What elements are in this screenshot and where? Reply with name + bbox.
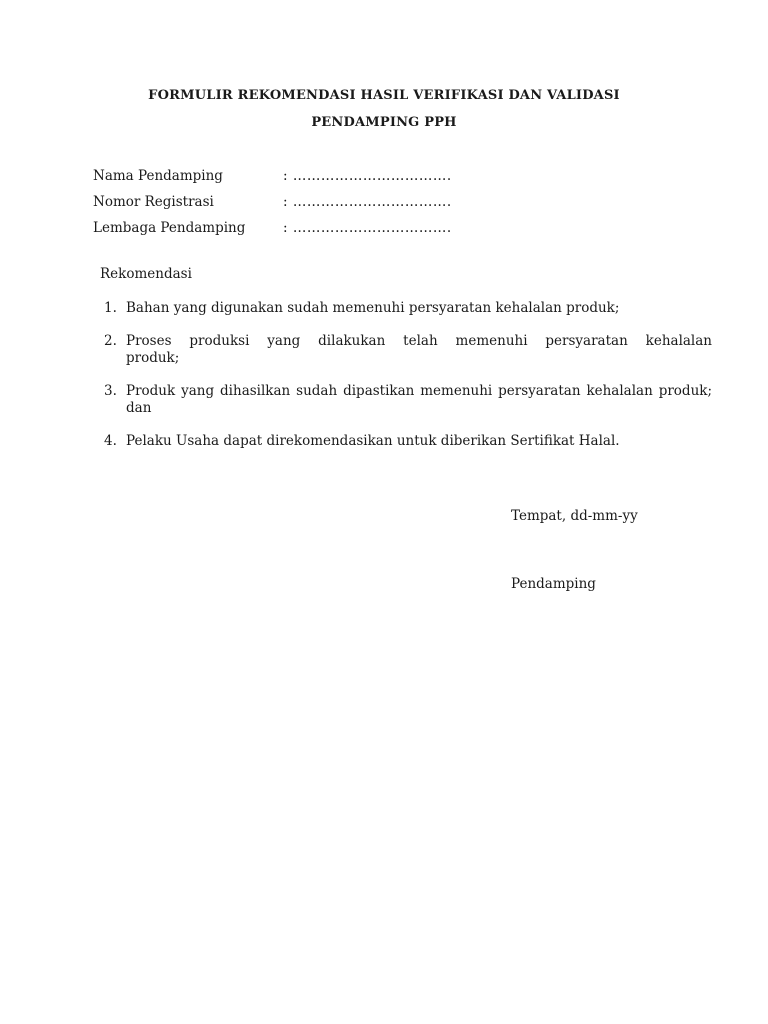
list-item-number: 3. xyxy=(104,383,117,399)
field-label: Nomor Registrasi xyxy=(93,194,214,210)
identity-fields xyxy=(93,163,693,241)
place-date-line: Tempat, dd-mm-yy xyxy=(511,508,638,524)
document-title-line-1: FORMULIR REKOMENDASI HASIL VERIFIKASI DAN VALIDASI xyxy=(148,88,620,103)
list-item xyxy=(104,300,712,317)
list-item-number: 1. xyxy=(104,300,117,316)
list-item-number: 4. xyxy=(104,433,117,449)
recommendation-list xyxy=(104,300,712,466)
list-item-text: Proses produksi yang dilakukan telah memenuhi persyaratan kehalalan produk; xyxy=(126,333,712,366)
document-title-line-2: PENDAMPING PPH xyxy=(311,115,457,130)
field-row-nama-pendamping xyxy=(93,163,693,189)
list-item-text: Bahan yang digunakan sudah memenuhi persyaratan kehalalan produk; xyxy=(126,300,620,316)
list-item xyxy=(104,433,712,450)
recommendation-heading: Rekomendasi xyxy=(100,266,192,282)
field-row-nomor-registrasi xyxy=(93,189,693,215)
field-row-lembaga-pendamping xyxy=(93,215,693,241)
list-item-number: 2. xyxy=(104,333,117,349)
field-value: : ……………………………. xyxy=(283,194,452,210)
list-item-text: Produk yang dihasilkan sudah dipastikan memenuhi persyaratan kehalalan produk; dan xyxy=(126,383,712,416)
list-item xyxy=(104,333,712,367)
list-item xyxy=(104,383,712,417)
field-value: : ……………………………. xyxy=(283,220,452,236)
field-label: Lembaga Pendamping xyxy=(93,220,246,236)
field-value: : ……………………………. xyxy=(283,168,452,184)
signer-label: Pendamping xyxy=(511,576,596,592)
field-label: Nama Pendamping xyxy=(93,168,223,184)
list-item-text: Pelaku Usaha dapat direkomendasikan untuk diberikan Sertifikat Halal. xyxy=(126,433,620,449)
